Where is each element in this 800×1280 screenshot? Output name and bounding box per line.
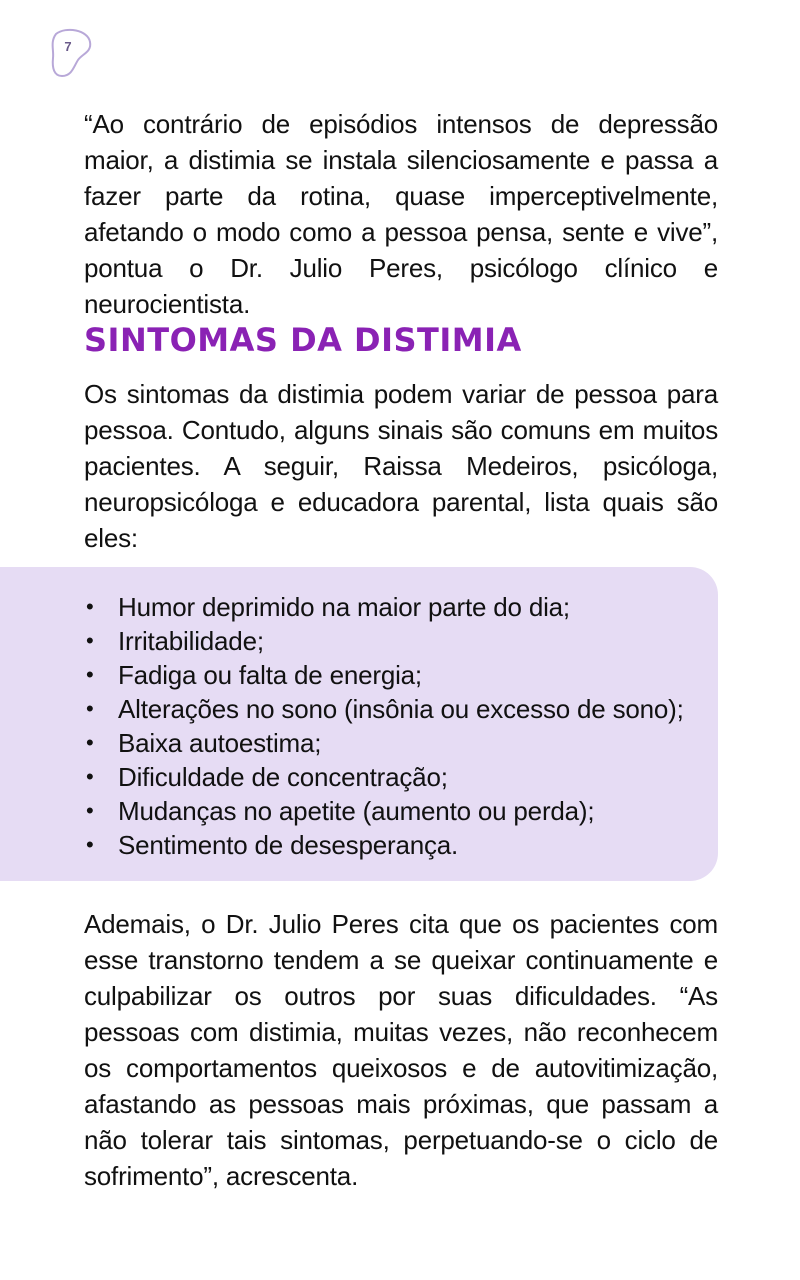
bullet-icon: •	[86, 764, 94, 789]
symptom-text: Irritabilidade;	[118, 626, 264, 656]
list-item	[84, 726, 684, 760]
intro-paragraph: Os sintomas da distimia podem variar de pessoa para pessoa. Contudo, alguns sinais são comuns em muitos pacientes. A seguir, Raissa Medeiros, psicóloga, neuropsicóloga e educadora parental, lista quais são eles:	[84, 379, 718, 553]
page-number-badge	[48, 28, 96, 80]
bullet-icon: •	[86, 832, 94, 857]
list-item	[84, 590, 684, 624]
symptom-list	[84, 590, 684, 862]
closing-paragraph: Ademais, o Dr. Julio Peres cita que os pacientes com esse transtorno tendem a se queixar continuamente e culpabilizar os outros por suas dificuldades. “As pessoas com distimia, muitas vezes, não reconhecem os comportamentos queixosos e de autovitimização, afastando as pessoas mais próximas, que passam a não tolerar tais sintomas, perpetuando-se o ciclo de sofrimento”, acrescenta.	[84, 909, 718, 1191]
bullet-icon: •	[86, 628, 94, 653]
list-item	[84, 624, 684, 658]
bullet-icon: •	[86, 662, 94, 687]
page-number: 7	[64, 39, 72, 54]
page-badge-shape-icon	[48, 28, 96, 80]
symptom-text: Alterações no sono (insônia ou excesso de sono);	[118, 694, 684, 724]
bullet-icon: •	[86, 730, 94, 755]
symptom-text: Dificuldade de concentração;	[118, 762, 448, 792]
quote-paragraph: “Ao contrário de episódios intensos de depressão maior, a distimia se instala silenciosamente e passa a fazer parte da rotina, quase imperceptivelmente, afetando o modo como a pessoa pensa, sente e vive”, pontua o Dr. Julio Peres, psicólogo clínico e neurocientista.	[84, 109, 718, 319]
list-item	[84, 794, 684, 828]
symptom-text: Mudanças no apetite (aumento ou perda);	[118, 796, 595, 826]
list-item	[84, 828, 684, 862]
bullet-icon: •	[86, 696, 94, 721]
bullet-icon: •	[86, 798, 94, 823]
symptom-text: Baixa autoestima;	[118, 728, 322, 758]
list-item	[84, 658, 684, 692]
symptom-text: Sentimento de desesperança.	[118, 830, 459, 860]
bullet-icon: •	[86, 594, 94, 619]
list-item	[84, 760, 684, 794]
symptom-text: Humor deprimido na maior parte do dia;	[118, 592, 570, 622]
section-heading: SINTOMAS DA DISTIMIA	[84, 321, 522, 359]
list-item	[84, 692, 684, 726]
symptom-text: Fadiga ou falta de energia;	[118, 660, 422, 690]
